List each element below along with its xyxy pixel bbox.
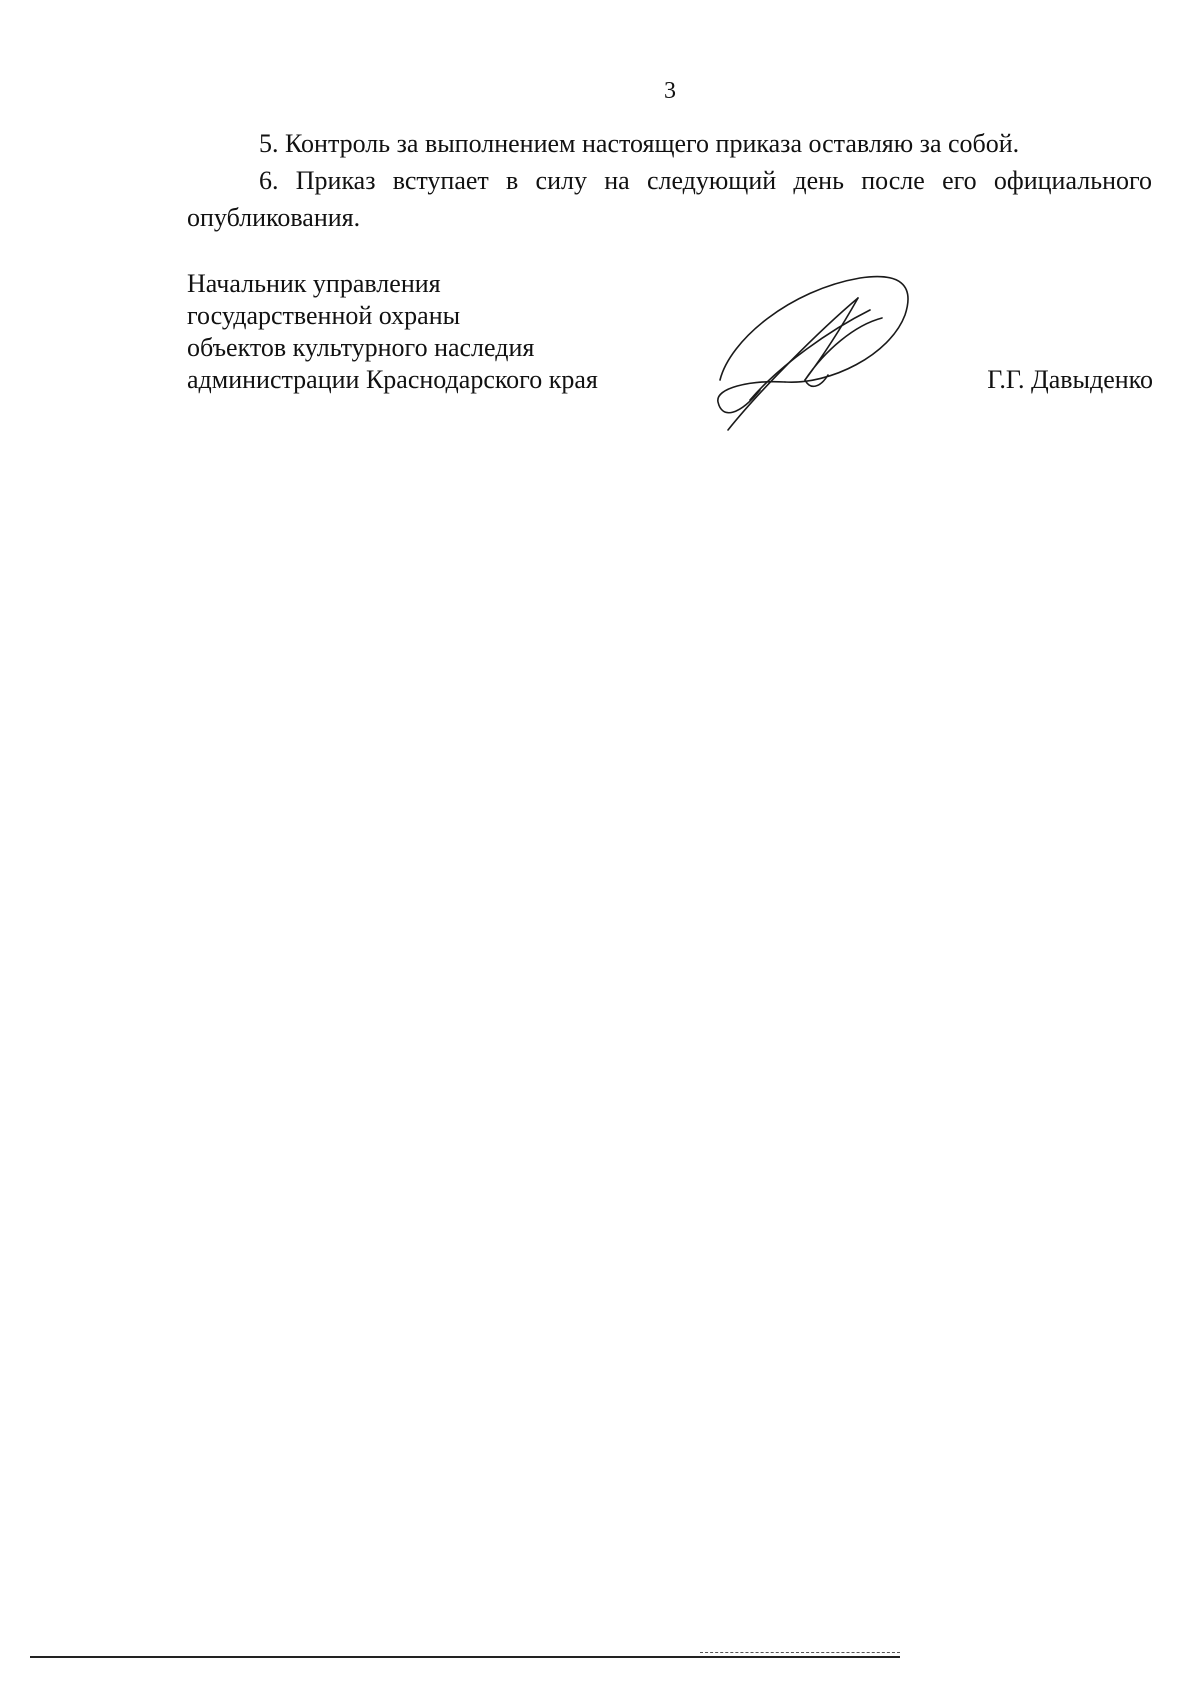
position-line: объектов культурного наследия — [187, 333, 535, 362]
position-line: Начальник управления — [187, 269, 441, 298]
paragraph-5: 5. Контроль за выполнением настоящего приказа оставляю за собой. — [259, 129, 1020, 158]
signer-name: Г.Г. Давыденко — [987, 365, 1153, 394]
footer-divider-tail — [700, 1652, 900, 1653]
signatory-position — [187, 268, 598, 396]
document-body — [187, 125, 1152, 236]
page-number: 3 — [664, 78, 676, 104]
footer-divider — [30, 1656, 900, 1658]
position-line: администрации Краснодарского края — [187, 365, 598, 394]
paragraph-6: 6. Приказ вступает в силу на следующий день после его официального опубликования. — [187, 166, 1152, 232]
handwritten-signature — [710, 270, 940, 440]
position-line: государственной охраны — [187, 301, 461, 330]
